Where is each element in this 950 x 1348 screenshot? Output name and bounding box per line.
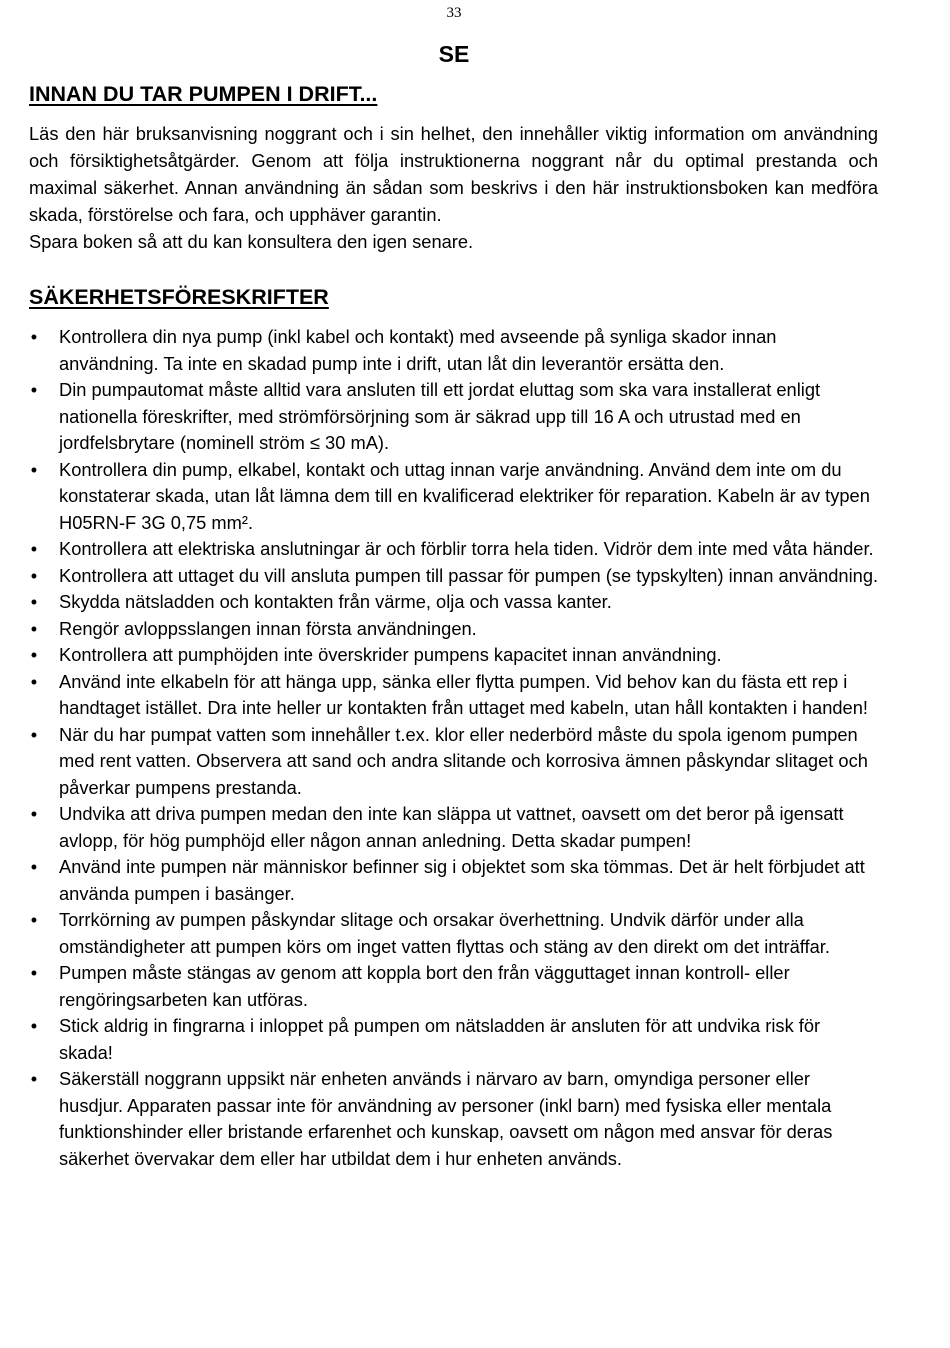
safety-rule-item xyxy=(29,563,879,590)
safety-rule-text: Kontrollera att uttaget du vill ansluta pumpen till passar för pumpen (se typskylten) innan användning. xyxy=(59,564,879,586)
safety-rule-text: Skydda nätsladden och kontakten från värme, olja och vassa kanter. xyxy=(59,591,612,612)
safety-rule-item xyxy=(29,669,879,722)
safety-rule-item xyxy=(29,324,879,377)
bullet-icon: • xyxy=(30,591,38,612)
safety-rule-text: Kontrollera din nya pump (inkl kabel och kontakt) med avseende på synliga skador innan användning. Ta inte en skadad pump inte i drift, utan låt din leverantör ersätta den. xyxy=(59,326,777,374)
safety-rule-text: Torrkörning av pumpen påskyndar slitage och orsakar överhettning. Undvik därför under alla omständigheter att pumpen körs om inget vatten flyttas och stäng av den direkt om det inträffar. xyxy=(59,909,830,957)
bullet-icon: • xyxy=(30,379,38,400)
safety-heading: SÄKERHETSFÖRESKRIFTER xyxy=(29,285,329,309)
intro-note: Spara boken så att du kan konsultera den igen senare. xyxy=(29,231,474,252)
bullet-icon: • xyxy=(30,564,38,586)
bullet-icon: • xyxy=(30,909,38,930)
bullet-icon: • xyxy=(30,617,38,639)
safety-rule-item xyxy=(29,960,879,1013)
safety-rule-text: Säkerställ noggrann uppsikt när enheten används i närvaro av barn, omyndiga personer eller husdjur. Apparaten passar inte för användning av personer (inkl barn) med fysiska eller mentala funktionshinder eller bristande erfarenhet och kunskap, oavsett om någon med ansvar för deras säkerhet övervakar dem eller har utbildat dem i hur enheten används. xyxy=(59,1068,833,1169)
safety-rule-text: Kontrollera din pump, elkabel, kontakt och uttag innan varje användning. Använd dem inte om du konstaterar skada, utan låt lämna dem till en kvalificerad elektriker för reparation. Kabeln är av typen H05RN-F 3G 0,75 mm². xyxy=(59,458,870,533)
safety-rule-item xyxy=(29,854,879,907)
safety-rule-text: Stick aldrig in fingrarna i inloppet på pumpen om nätsladden är ansluten för att undvika risk för skada! xyxy=(59,1015,821,1063)
safety-rule-text: Kontrollera att elektriska anslutningar är och förblir torra hela tiden. Vidrör dem inte med våta händer. xyxy=(59,538,874,559)
safety-rule-item xyxy=(29,1013,879,1066)
safety-rule-text: Pumpen måste stängas av genom att koppla bort den från vägguttaget innan kontroll- eller rengöringsarbeten kan utföras. xyxy=(59,962,790,1010)
safety-rule-item xyxy=(29,801,879,854)
safety-rule-item xyxy=(29,1066,879,1172)
bullet-icon: • xyxy=(30,1068,38,1089)
safety-rule-item xyxy=(29,907,879,960)
safety-rule-text: Använd inte pumpen när människor befinner sig i objektet som ska tömmas. Det är helt förbjudet att använda pumpen i basänger. xyxy=(59,856,865,904)
safety-rule-item xyxy=(29,722,879,802)
safety-rule-text: Rengör avloppsslangen innan första användningen. xyxy=(59,617,477,639)
safety-rule-item xyxy=(29,536,879,563)
bullet-icon: • xyxy=(30,856,38,877)
safety-rule-text: Använd inte elkabeln för att hänga upp, sänka eller flytta pumpen. Vid behov kan du fästa ett rep i handtaget istället. Dra inte heller ur kontakten från uttaget med kabeln, utan håll kontakten i handen! xyxy=(59,670,868,718)
safety-rule-item xyxy=(29,642,879,669)
safety-rule-item xyxy=(29,616,879,643)
safety-rule-text: Din pumpautomat måste alltid vara ansluten till ett jordat eluttag som ska vara installerat enligt nationella föreskrifter, med strömförsörjning som är säkrad upp till 16 A och utrustad med en jordfelsbrytare (nominell ström ≤ 30 mA). xyxy=(59,379,821,453)
bullet-icon: • xyxy=(30,458,38,480)
bullet-icon: • xyxy=(30,670,38,692)
intro-heading: INNAN DU TAR PUMPEN I DRIFT... xyxy=(29,82,378,106)
safety-rule-text: Kontrollera att pumphöjden inte överskrider pumpens kapacitet innan användning. xyxy=(59,644,722,665)
page-number: 33 xyxy=(446,5,462,21)
safety-rule-text: Undvika att driva pumpen medan den inte kan släppa ut vattnet, oavsett om det beror på igensatt avlopp, för hög pumphöjd eller någon annan anledning. Detta skadar pumpen! xyxy=(59,803,844,851)
bullet-icon: • xyxy=(30,538,38,559)
safety-rules-list xyxy=(29,324,879,1172)
safety-rule-item xyxy=(29,589,879,616)
bullet-icon: • xyxy=(30,644,38,665)
safety-rule-item xyxy=(29,377,879,457)
intro-paragraph: Läs den här bruksanvisning noggrant och i sin helhet, den innehåller viktig information om användning och försiktighetsåtgärder. Genom att följa instruktionerna noggrant når du optimal prestanda och maximal säkerhet. Annan användning än sådan som beskrivs i den här instruktionsboken kan medföra skada, förstörelse och fara, och upphäver garantin. xyxy=(29,123,878,225)
intro-section xyxy=(29,120,878,255)
safety-rule-item xyxy=(29,457,879,537)
bullet-icon: • xyxy=(30,962,38,983)
bullet-icon: • xyxy=(30,326,38,347)
bullet-icon: • xyxy=(30,803,38,824)
safety-rule-text: När du har pumpat vatten som innehåller t.ex. klor eller nederbörd måste du spola igenom pumpen med rent vatten. Observera att sand och andra slitande och korrosiva ämnen påskyndar slitaget och påverkar pumpens prestanda. xyxy=(59,723,868,798)
bullet-icon: • xyxy=(30,723,38,745)
bullet-icon: • xyxy=(30,1015,38,1036)
language-code: SE xyxy=(438,41,470,67)
